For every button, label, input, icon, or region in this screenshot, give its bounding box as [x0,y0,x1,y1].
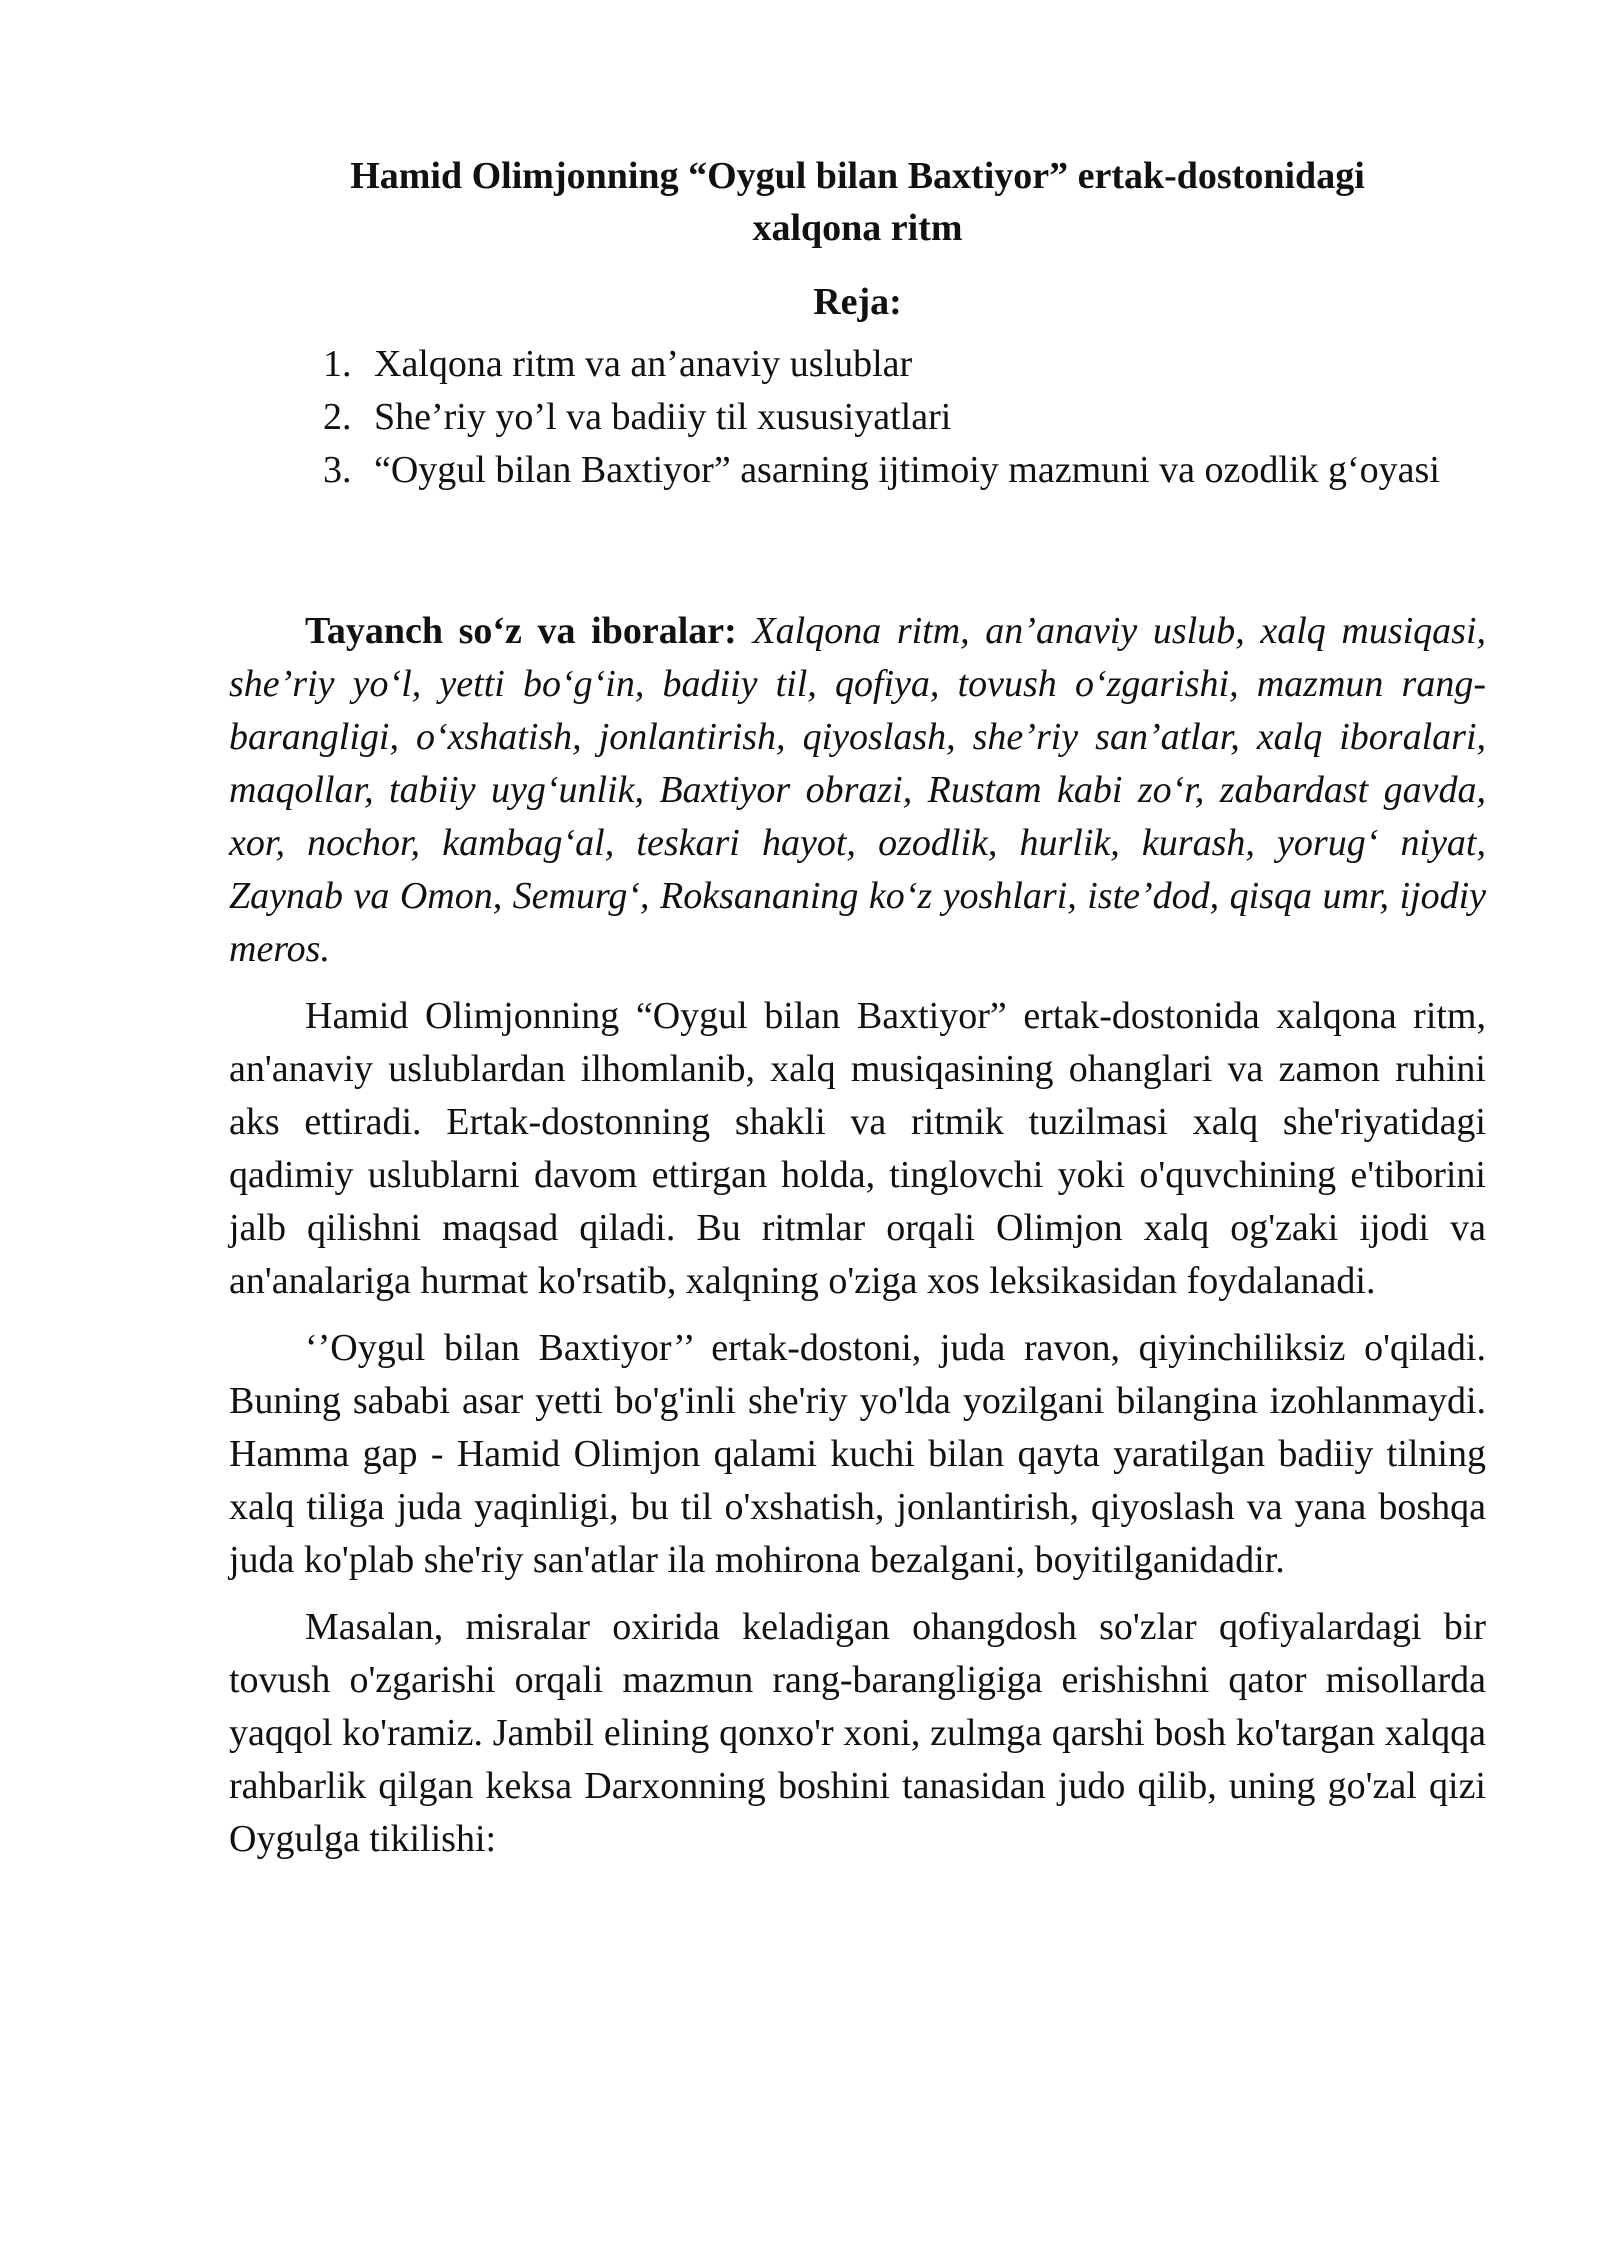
body-paragraph-2: ‘’Oygul bilan Baxtiyor’’ ertak-dostoni, juda ravon, qiyinchiliksiz o'qiladi. Buning sababi asar yetti bo'g'inli she'riy yo'lda yozilgani bilangina izohlanmaydi. Hamma gap - Hamid Olimjon qalami kuchi bilan qayta yaratilgan badiiy tilning xalq tiliga juda yaqinligi, bu til o'xshatish, jonlantirish, qiyoslash va yana boshqa juda ko'plab she'riy san'atlar ila mohirona bezalgani, boyitilganidadir. [229,1327,1486,1581]
plan-item-number: 3. [323,449,352,491]
keywords-label: Tayanch so‘z va iboralar: [305,610,737,652]
document-page [229,150,1486,1866]
keywords-paragraph [229,605,1486,976]
plan-item-text: She’riy yo’l va badiiy til xususiyatlari [374,396,952,438]
body-paragraph-3: Masalan, misralar oxirida keladigan ohangdosh so'zlar qofiyalardagi bir tovush o'zgarishi orqali mazmun rang-barangligiga erishishni qator misollarda yaqqol ko'ramiz. Jambil elining qonxo'r xoni, zulmga qarshi bosh ko'targan xalqqa rahbarlik qilgan keksa Darxonning boshini tanasidan judo qilib, uning go'zal qizi Oygulga tikilishi: [229,1606,1486,1860]
plan-item [229,338,1486,391]
plan-item [229,444,1486,497]
plan-item [229,391,1486,444]
plan-list [229,338,1486,497]
title-line-2: xalqona ritm [752,207,963,249]
keywords-text: Xalqona ritm, an’anaviy uslub, xalq musiqasi, she’riy yo‘l, yetti bo‘g‘in, badiiy til, qofiya, tovush o‘zgarishi, mazmun rang-barangligi, o‘xshatish, jonlantirish, qiyoslash, she’riy san’atlar, xalq iboralari, maqollar, tabiiy uyg‘unlik, Baxtiyor obrazi, Rustam kabi zo‘r, zabardast gavda, xor, nochor, kambag‘al, teskari hayot, ozodlik, hurlik, kurash, yorug‘ niyat, Zaynab va Omon, Semurg‘, Roksananing ko‘z yoshlari, iste’dod, qisqa umr, ijodiy meros. [229,610,1487,970]
plan-item-number: 1. [323,343,352,385]
body-paragraph-1: Hamid Olimjonning “Oygul bilan Baxtiyor” ertak-dostonida xalqona ritm, an'anaviy uslublardan ilhomlanib, xalq musiqasining ohanglari va zamon ruhini aks ettiradi. Ertak-dostonning shakli va ritmik tuzilmasi xalq she'riyatidagi qadimiy uslublarni davom ettirgan holda, tinglovchi yoki o'quvchining e'tiborini jalb qilishni maqsad qiladi. Bu ritmlar orqali Olimjon xalq og'zaki ijodi va an'analariga hurmat ko'rsatib, xalqning o'ziga xos leksikasidan foydalanadi. [229,995,1486,1302]
document-title [229,150,1486,254]
plan-item-text: Xalqona ritm va an’anaviy uslublar [374,343,913,385]
plan-heading: Reja: [813,281,902,323]
title-line-1: Hamid Olimjonning “Oygul bilan Baxtiyor” ertak-dostonidagi [350,155,1365,197]
plan-item-number: 2. [323,396,352,438]
plan-item-text: “Oygul bilan Baxtiyor” asarning ijtimoiy mazmuni va ozodlik g‘oyasi [374,449,1440,491]
